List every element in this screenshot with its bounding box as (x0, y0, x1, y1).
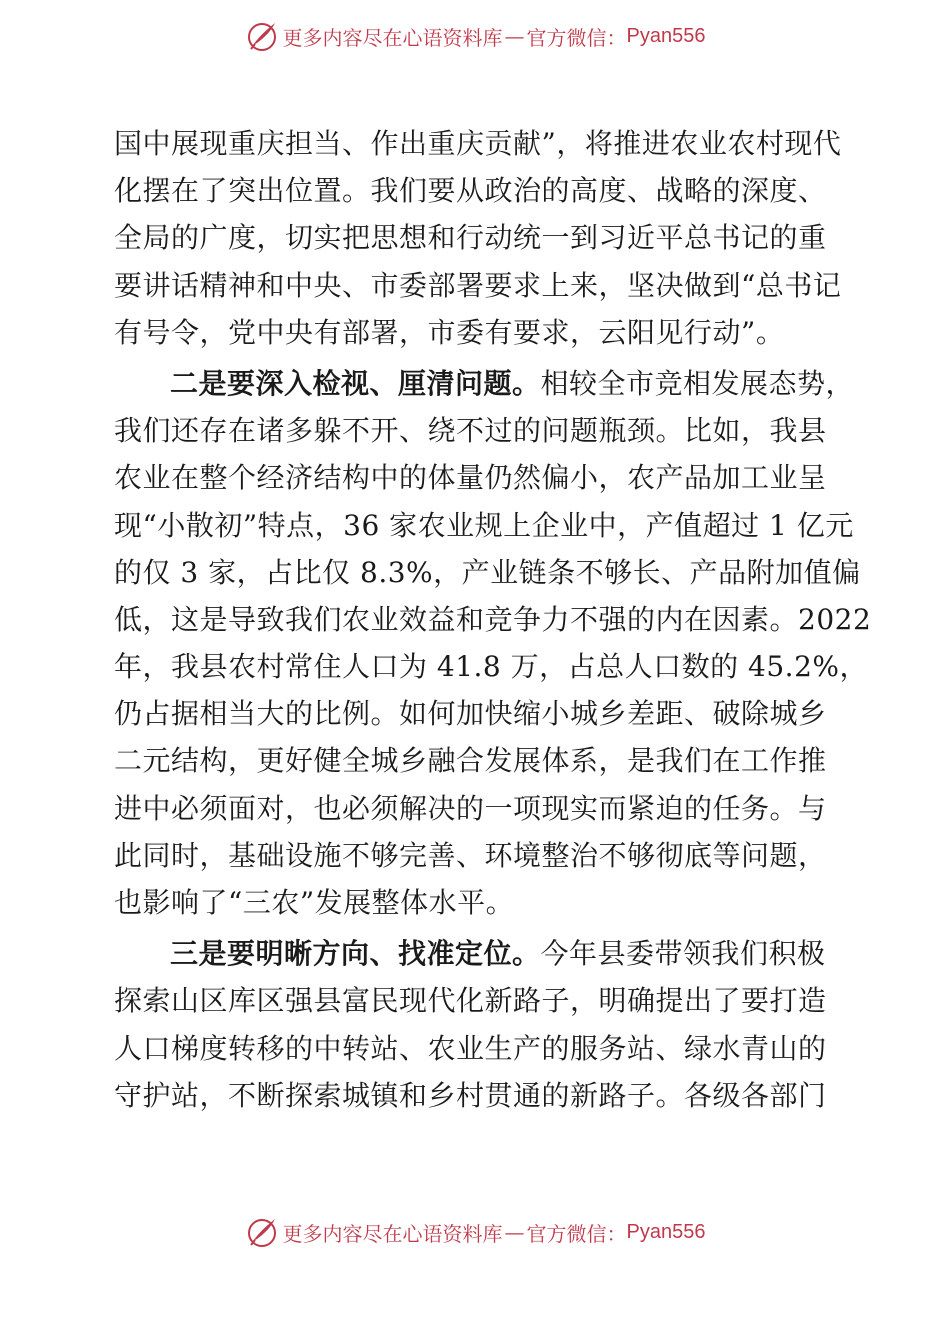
text-line: 仍占据相当大的比例。如何加快缩小城乡差距、破除城乡 (114, 697, 827, 731)
header-contact-label: 官方微信： (526, 25, 627, 50)
text-line: 进中必须面对，也必须解决的一项现实而紧迫的任务。与 (114, 791, 827, 825)
text-line: 要讲话精神和中央、市委部署要求上来，坚决做到“总书记 (114, 268, 842, 302)
quill-pen-icon (245, 19, 279, 53)
text-line: 现“小散初”特点，36 家农业规上企业中，产值超过 1 亿元 (114, 508, 854, 542)
footer-banner (0, 1212, 950, 1252)
document-body (114, 120, 872, 1119)
paragraph-heading: 二是要深入检视、厘清问题。 (170, 366, 541, 400)
quill-pen-icon (245, 1215, 279, 1249)
text-line: 农业在整个经济结构中的体量仍然偏小，农产品加工业呈 (114, 461, 827, 495)
text-line: 国中展现重庆担当、作出重庆贡献”，将推进农业农村现代 (114, 127, 842, 160)
text-line: 二元结构，更好健全城乡融合发展体系，是我们在工作推 (114, 744, 827, 778)
text-run: 相较全市竞相发展态势， (540, 366, 855, 400)
header-separator: — (504, 24, 525, 48)
text-line (114, 360, 855, 407)
text-line: 守护站，不断探索城镇和乡村贯通的新路子。各级各部门 (114, 1078, 827, 1112)
text-line: 此同时，基础设施不够完善、环境整治不够彻底等问题， (114, 838, 827, 872)
text-line: 有号令，党中央有部署，市委有要求，云阳见行动”。 (114, 315, 785, 349)
text-line (114, 930, 838, 977)
text-line: 化摆在了突出位置。我们要从政治的高度、战略的深度、 (114, 174, 827, 208)
text-line: 全局的广度，切实把思想和行动统一到习近平总书记的重 (114, 221, 827, 255)
paragraph-3 (114, 930, 838, 1119)
text-run: 今年县委带领我们积极 (540, 937, 826, 971)
paragraph-1 (114, 120, 842, 356)
paragraph-heading: 三是要明晰方向、找准定位。 (170, 937, 541, 971)
text-line: 低，这是导致我们农业效益和竞争力不强的内在因素。2022 (114, 602, 872, 636)
header-text: 更多内容尽在心语资料库 (282, 25, 503, 50)
text-line: 探索山区库区强县富民现代化新路子，明确提出了要打造 (114, 984, 827, 1018)
paragraph-2 (114, 360, 872, 926)
text-line: 也影响了“三农”发展整体水平。 (114, 886, 515, 919)
text-line: 人口梯度转移的中转站、农业生产的服务站、绿水青山的 (114, 1031, 827, 1065)
footer-text: 更多内容尽在心语资料库 (282, 1221, 503, 1246)
header-banner (0, 16, 950, 56)
text-line: 我们还存在诸多躲不开、绕不过的问题瓶颈。比如，我县 (114, 414, 827, 448)
text-line: 年，我县农村常住人口为 41.8 万，占总人口数的 45.2%， (114, 650, 868, 684)
text-line: 的仅 3 家，占比仅 8.3%，产业链条不够长、产品附加值偏 (114, 555, 861, 589)
footer-contact-id: Pyan556 (626, 1220, 706, 1243)
footer-contact-label: 官方微信： (526, 1221, 627, 1246)
header-contact-id: Pyan556 (626, 24, 706, 47)
footer-separator: — (504, 1220, 525, 1244)
